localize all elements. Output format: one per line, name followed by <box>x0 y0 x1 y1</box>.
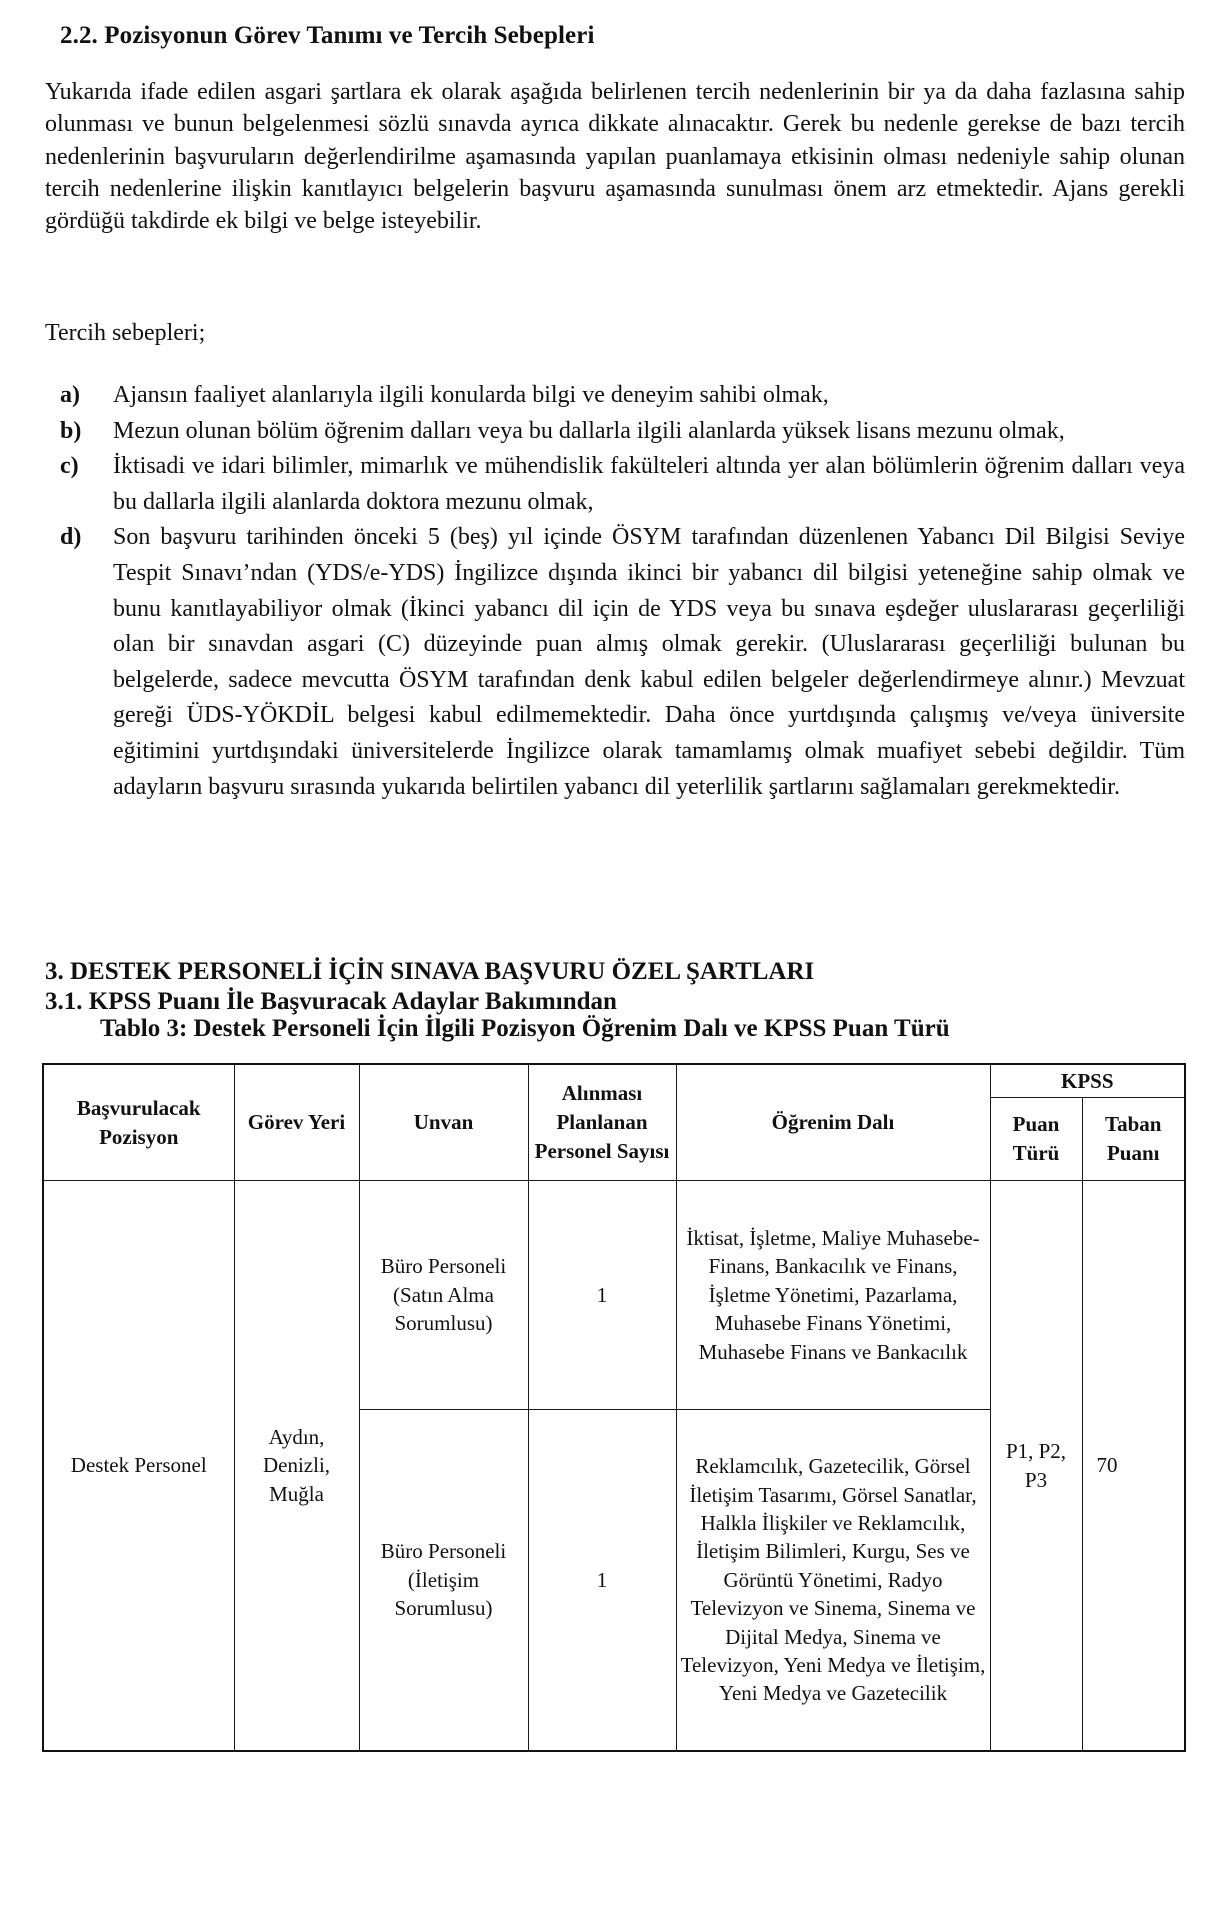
list-item-label: d) <box>60 524 82 551</box>
section-3-heading: 3. DESTEK PERSONELİ İÇİN SINAVA BAŞVURU ÖZEL ŞARTLARI <box>45 958 815 985</box>
support-staff-table <box>42 1063 1186 1752</box>
cell-ogrenim-dali: Reklamcılık, Gazetecilik, Görsel İletişim Tasarımı, Görsel Sanatlar, Halkla İlişkiler ve Reklamcılık, İletişim Bilimleri, Kurgu, Ses ve Görüntü Yönetimi, Radyo Televizyon ve Sinema, Sinema ve Dijital Medya, Sinema ve Televizyon, Yeni Medya ve İletişim, Yeni Medya ve Gazetecilik <box>676 1410 990 1752</box>
cell-puan-turu: P1, P2, P3 <box>990 1181 1082 1752</box>
cell-personel-sayisi: 1 <box>528 1410 676 1752</box>
header-ogrenim-dali: Öğrenim Dalı <box>676 1064 990 1181</box>
cell-personel-sayisi: 1 <box>528 1181 676 1410</box>
list-item <box>60 378 1185 414</box>
list-item <box>60 414 1185 450</box>
list-item-text: Son başvuru tarihinden önceki 5 (beş) yıl içinde ÖSYM tarafından düzenlenen Yabancı Dil Bilgisi Seviye Tespit Sınavı’ndan (YDS/e-YDS) İngilizce dışında ikinci bir yabancı dil bilgisi yeteneğine sahip olmak ve bunu kanıtlayabiliyor olmak (İkinci yabancı dil için de YDS veya bu sınava eşdeğer uluslararası geçerliliği olan bir sınavdan asgari (C) düzeyinde puan almış olmak gerekir. (Uluslararası geçerliliği bulunan bu belgelerde, sadece mevcutta ÖSYM tarafından denk kabul edilen belgeler değerlendirmeye alınır.) Mevzuat gereği ÜDS-YÖKDİL belgesi kabul edilmemektedir. Daha önce yurtdışında çalışmış ve/veya üniversite eğitimini yurtdışındaki üniversitelerde İngilizce olarak tamamlamış olmak muafiyet sebebi değildir. Tüm adayların başvuru sırasında yukarıda belirtilen yabancı dil yeterlilik şartlarını sağlamaları gerekmektedir. <box>113 524 1185 800</box>
header-kpss: KPSS <box>990 1064 1185 1098</box>
list-item-label: c) <box>60 453 79 480</box>
table-caption: Tablo 3: Destek Personeli İçin İlgili Pozisyon Öğrenim Dalı ve KPSS Puan Türü <box>100 1015 950 1042</box>
list-item-text: Mezun olunan bölüm öğrenim dalları veya bu dallarla ilgili alanlarda yüksek lisans mezunu olmak, <box>113 417 1065 444</box>
header-personel-sayisi: Alınması Planlanan Personel Sayısı <box>528 1064 676 1181</box>
cell-pozisyon: Destek Personel <box>43 1181 234 1752</box>
header-taban-puani: Taban Puanı <box>1082 1098 1185 1181</box>
list-item-text: İktisadi ve idari bilimler, mimarlık ve mühendislik fakülteleri altında yer alan bölümlerin öğrenim dalları veya bu dallarla ilgili alanlarda doktora mezunu olmak, <box>113 453 1185 515</box>
cell-gorev-yeri: Aydın, Denizli, Muğla <box>234 1181 359 1752</box>
section-2-2-paragraph: Yukarıda ifade edilen asgari şartlara ek olarak aşağıda belirlenen tercih nedenlerinin bir ya da daha fazlasına sahip olunması ve bunun belgelenmesi sözlü sınavda ayrıca dikkate alınacaktır. Gerek bu nedenle gerekse de bazı tercih nedenlerinin başvuruların değerlendirilme aşamasında yapılan puanlamaya etkisinin olması nedeniyle sahip olunan tercih nedenlerine ilişkin kanıtlayıcı belgelerin başvuru aşamasında sunulması önem arz etmektedir. Ajans gerekli gördüğü takdirde ek bilgi ve belge isteyebilir. <box>45 79 1185 235</box>
header-unvan: Unvan <box>359 1064 528 1181</box>
table-row <box>43 1181 1185 1410</box>
header-gorev-yeri: Görev Yeri <box>234 1064 359 1181</box>
table-header-row <box>43 1064 1185 1098</box>
cell-unvan: Büro Personeli (İletişim Sorumlusu) <box>359 1410 528 1752</box>
section-3-1-heading: 3.1. KPSS Puanı İle Başvuracak Adaylar Bakımından <box>45 988 617 1015</box>
cell-unvan: Büro Personeli (Satın Alma Sorumlusu) <box>359 1181 528 1410</box>
list-item <box>60 449 1185 520</box>
list-item <box>60 520 1185 805</box>
list-item-label: a) <box>60 382 80 408</box>
preference-reasons-list <box>60 378 1185 805</box>
section-2-2-heading: 2.2. Pozisyonun Görev Tanımı ve Tercih Sebepleri <box>60 22 595 49</box>
list-item-label: b) <box>60 417 82 444</box>
list-item-text: Ajansın faaliyet alanlarıyla ilgili konularda bilgi ve deneyim sahibi olmak, <box>113 382 829 408</box>
cell-ogrenim-dali: İktisat, İşletme, Maliye Muhasebe-Finans, Bankacılık ve Finans, İşletme Yönetimi, Pazarlama, Muhasebe Finans Yönetimi, Muhasebe Finans ve Bankacılık <box>676 1181 990 1410</box>
cell-taban-puani: 70 <box>1082 1181 1185 1752</box>
header-pozisyon: Başvurulacak Pozisyon <box>43 1064 234 1181</box>
preference-reasons-intro: Tercih sebepleri; <box>45 320 206 346</box>
header-puan-turu: Puan Türü <box>990 1098 1082 1181</box>
